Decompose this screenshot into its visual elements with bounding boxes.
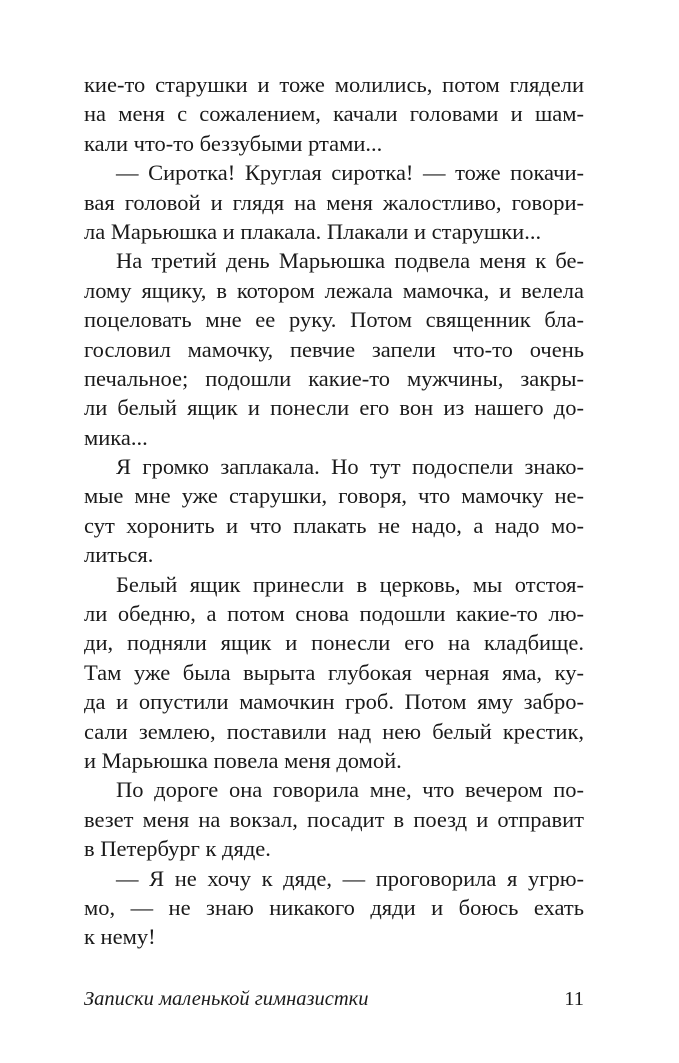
text-line: На третий день Марьюшка подвела меня к бе- [116,248,584,274]
text-line: печальное; подошли какие-то мужчины, закры- [84,365,584,391]
text-line: поцеловать мне ее руку. Потом священник бла- [84,307,584,333]
text-line: да и опустили мамочкин гроб. Потом яму забро- [84,689,584,715]
text-line: мо, — не знаю никакого дяди и боюсь ехать [84,894,584,920]
text-line: мика... [84,424,148,450]
text-line: Я громко заплакала. Но тут подоспели знако- [116,454,584,480]
text-line: лому ящику, в котором лежала мамочка, и велела [84,277,584,303]
text-line: Там уже была вырыта глубокая черная яма, ку- [84,659,584,685]
text-line: Белый ящик принесли в церковь, мы отстоя- [116,571,584,597]
text-line: литься. [84,542,154,568]
text-line: По дороге она говорила мне, что вечером по- [116,777,584,803]
text-line: сут хоронить и что плакать не надо, а надо мо- [84,512,584,538]
text-line: кие-то старушки и тоже молились, потом глядели [84,72,584,97]
text-line: сали землею, поставили над нею белый крестик, [84,718,584,744]
text-line: и Марьюшка повела меня домой. [84,747,402,773]
text-line: ла Марьюшка и плакала. Плакали и старушки... [84,218,542,244]
text-line: ди, подняли ящик и понесли его на кладбище. [84,630,584,656]
page-number: 11 [564,988,584,1010]
text-line: ли обедню, а потом снова подошли какие-то лю- [84,601,584,627]
text-line: в Петербург к дяде. [84,836,271,862]
body-text [84,70,584,952]
text-line: везет меня на вокзал, посадит в поезд и отправит [84,806,584,832]
text-line: кали что-то беззубыми ртами... [84,130,383,156]
text-line: — Я не хочу к дяде, — проговорила я угрю- [116,865,584,891]
text-line: к нему! [84,924,156,950]
text-line: вая головой и глядя на меня жалостливо, говори- [84,189,584,215]
text-line: ли белый ящик и понесли его вон из нашего до- [84,395,584,421]
running-footer-title: Записки маленькой гимназистки [84,988,369,1010]
text-line: — Сиротка! Круглая сиротка! — тоже покачи- [116,160,584,186]
text-line: гословил мамочку, певчие запели что-то очень [84,336,584,362]
text-line: мые мне уже старушки, говоря, что мамочку не- [84,483,584,509]
text-line: на меня с сожалением, качали головами и шам- [84,101,584,127]
